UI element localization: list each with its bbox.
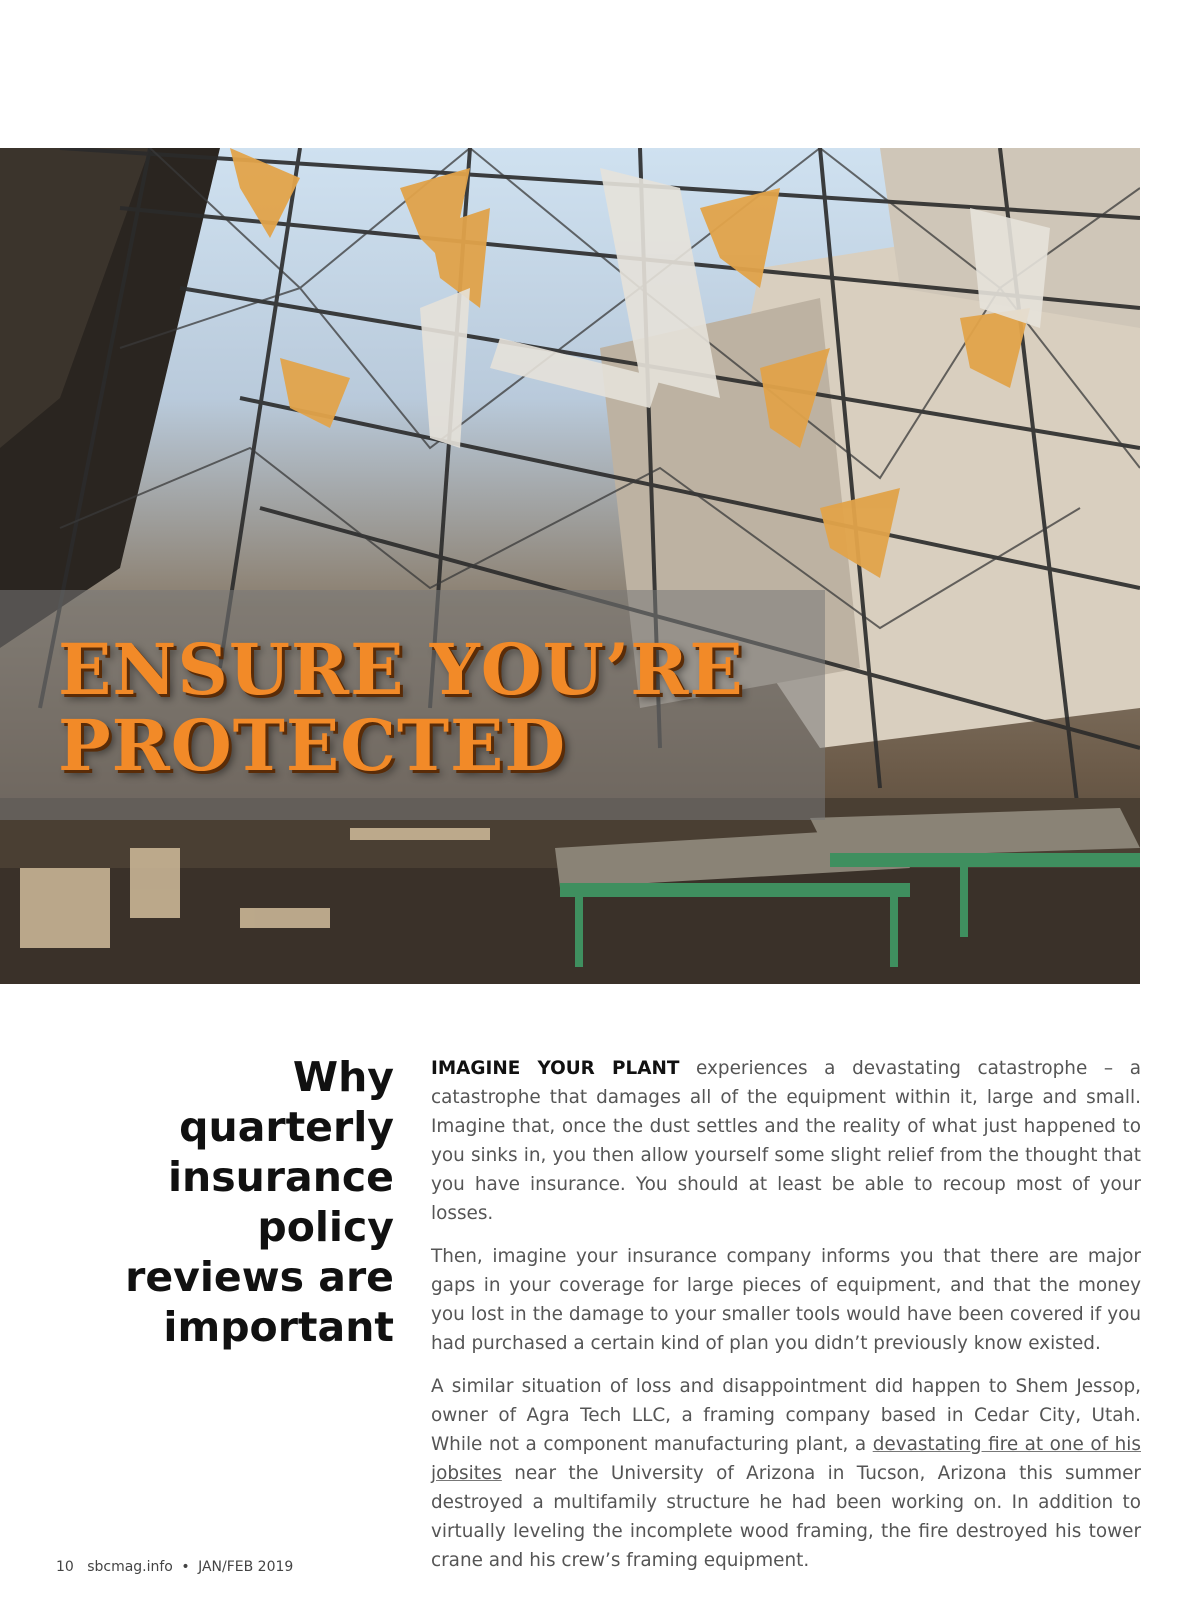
- paragraph-3-text-b: near the University of Arizona in Tucson, Arizona this summer destroyed a multifamily structure he had been working on. In addition to virtually leveling the incomplete wood framing, the fire destroyed his tower crane and his crew’s framing equipment.: [431, 1463, 1141, 1571]
- paragraph-3-text-a: A similar situation of loss and disappointment did happen to Shem Jessop, owner of Agra Tech LLC, a framing company based in Cedar City, Utah. While not a component manufacturing plant, a: [431, 1376, 1141, 1455]
- deck-line-1: Why quarterly: [179, 1053, 394, 1151]
- deck-subtitle: [74, 1052, 394, 1352]
- headline-line-1: ENSURE YOU’RE: [58, 628, 744, 711]
- headline-line-2: PROTECTED: [58, 704, 567, 787]
- headline: [58, 628, 744, 787]
- site-url: sbcmag.info: [87, 1559, 173, 1575]
- deck-line-4: important: [163, 1303, 394, 1351]
- paragraph-3: [431, 1372, 1141, 1575]
- hero-photo: [0, 148, 1140, 984]
- deck-line-2: insurance policy: [167, 1153, 394, 1251]
- jobsite-fire-link[interactable]: devastating fire at one of his jobsites: [431, 1434, 1141, 1484]
- lead-in: IMAGINE YOUR PLANT: [431, 1058, 680, 1079]
- deck-line-3: reviews are: [125, 1253, 394, 1301]
- page-number: 10: [56, 1559, 74, 1575]
- page-footer: [56, 1559, 293, 1575]
- paragraph-1: [431, 1054, 1141, 1228]
- paragraph-2: Then, imagine your insurance company informs you that there are major gaps in your coverage for large pieces of equipment, and that the money you lost in the damage to your smaller tools would have been covered if you had purchased a certain kind of plan you didn’t previously know existed.: [431, 1246, 1141, 1354]
- footer-bullet: •: [181, 1559, 190, 1575]
- paragraph-1-text: experiences a devastating catastrophe – a catastrophe that damages all of the equipment within it, large and small. Imagine that, once the dust settles and the reality of what just happened to you sinks in, you then allow yourself some slight relief from the thought that you have insurance. You should at least be able to recoup most of your losses.: [431, 1058, 1141, 1224]
- damaged-plant-illustration: [0, 148, 1140, 984]
- issue-date: JAN/FEB 2019: [198, 1559, 294, 1575]
- article-body: [431, 1054, 1141, 1589]
